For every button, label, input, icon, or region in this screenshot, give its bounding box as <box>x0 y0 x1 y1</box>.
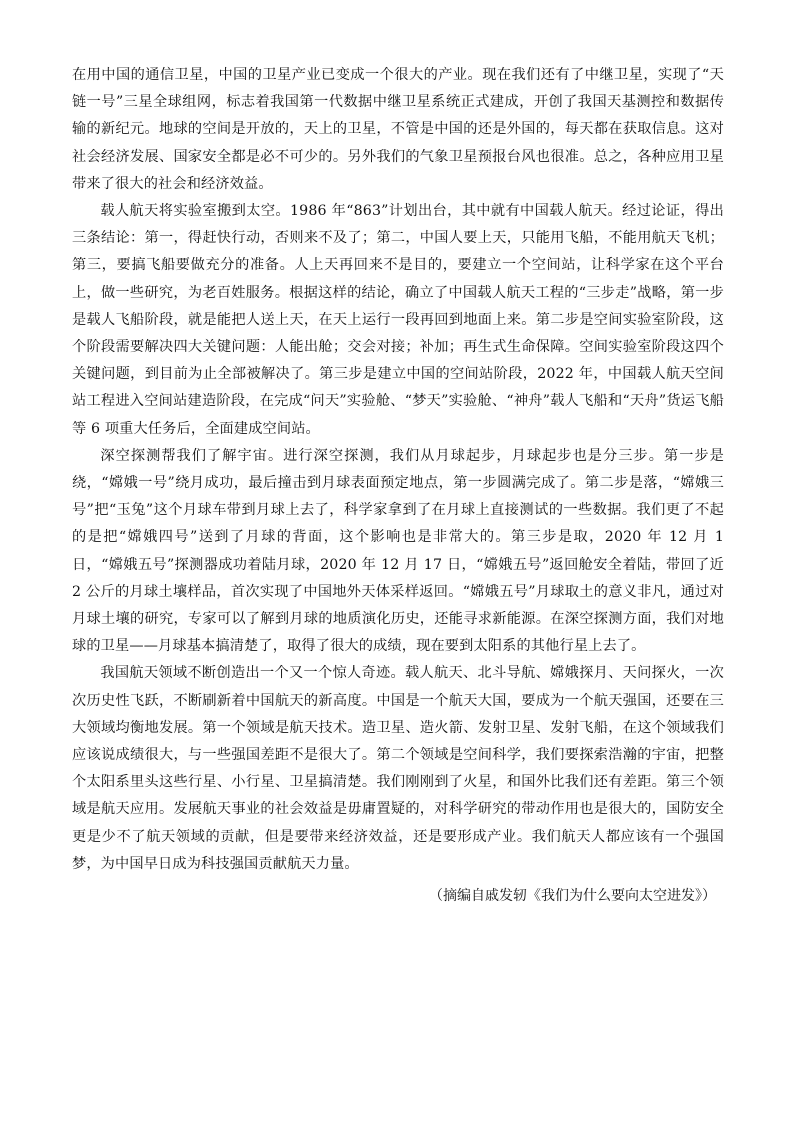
document-page <box>72 62 724 909</box>
paragraph-manned-spaceflight: 载人航天将实验室搬到太空。1986 年“863”计划出台，其中就有中国载人航天。经过论证，得出三条结论：第一，得赶快行动，否则来不及了；第二，中国人要上天，只能用飞船，不能用航天飞机；第三，要搞飞船要做充分的准备。人上天再回来不是目的，要建立一个空间站，让科学家在这个平台上，做一些研究，为老百姓服务。根据这样的结论，确立了中国载人航天工程的“三步走”战略，第一步是载人飞船阶段，就是能把人送上天，在天上运行一段再回到地面上来。第二步是空间实验室阶段，这个阶段需要解决四大关键问题：人能出舱；交会对接；补加；再生式生命保障。空间实验室阶段这四个关键问题，到目前为止全部被解决了。第三步是建立中国的空间站阶段，2022 年，中国载人航天空间站工程进入空间站建造阶段，在完成“问天”实验舱、“梦天”实验舱、“神舟”载人飞船和“天舟”货运飞船等 6 项重大任务后，全面建成空间站。 <box>72 203 724 437</box>
paragraph-satellites: 在用中国的通信卫星，中国的卫星产业已变成一个很大的产业。现在我们还有了中继卫星，实现了“天链一号”三星全球组网，标志着我国第一代数据中继卫星系统正式建成，开创了我国天基测控和数据传输的新纪元。地球的空间是开放的，天上的卫星，不管是中国的还是外国的，每天都在获取信息。这对社会经济发展、国家安全都是必不可少的。另外我们的气象卫星预报台风也很准。总之，各种应用卫星带来了很大的社会和经济效益。 <box>72 67 724 192</box>
paragraph-deep-space: 深空探测帮我们了解宇宙。进行深空探测，我们从月球起步，月球起步也是分三步。第一步是绕，“嫦娥一号”绕月成功，最后撞击到月球表面预定地点，第一步圆满完成了。第二步是落，“嫦娥三号”把“玉兔”这个月球车带到月球上去了，科学家拿到了在月球上直接测试的一些数据。我们更了不起的是把“嫦娥四号”送到了月球的背面，这个影响也是非常大的。第三步是取，2020 年 12 月 1 日，“嫦娥五号”探测器成功着陆月球，2020 年 12 月 17 日，“嫦娥五号”返回舱安全着陆，带回了近 2 公斤的月球土壤样品，首次实现了中国地外天体采样返回。“嫦娥五号”月球取土的意义非凡，通过对月球土壤的研究，专家可以了解到月球的地质演化历史，还能寻求新能源。在深空探测方面，我们对地球的卫星——月球基本搞清楚了，取得了很大的成绩，现在要到太阳系的其他行星上去了。 <box>72 447 724 655</box>
source-citation: （摘编自戚发轫《我们为什么要向太空进发》） <box>429 888 716 905</box>
paragraph-space-power: 我国航天领域不断创造出一个又一个惊人奇迹。载人航天、北斗导航、嫦娥探月、天问探火，一次次历史性飞跃，不断刷新着中国航天的新高度。中国是一个航天大国，要成为一个航天强国，还要在三大领域均衡地发展。第一个领域是航天技术。造卫星、造火箭、发射卫星、发射飞船，在这个领域我们应该说成绩很大，与一些强国差距不是很大了。第二个领域是空间科学，我们要探索浩瀚的宇宙，把整个太阳系里头这些行星、小行星、卫星搞清楚。我们刚刚到了火星，和国外比我们还有差距。第三个领域是航天应用。发展航天事业的社会效益是毋庸置疑的，对科学研究的带动作用也是很大的，国防安全更是少不了航天领域的贡献，但是要带来经济效益，还是要形成产业。我们航天人都应该有一个强国梦，为中国早日成为科技强国贡献航天力量。 <box>72 665 724 872</box>
